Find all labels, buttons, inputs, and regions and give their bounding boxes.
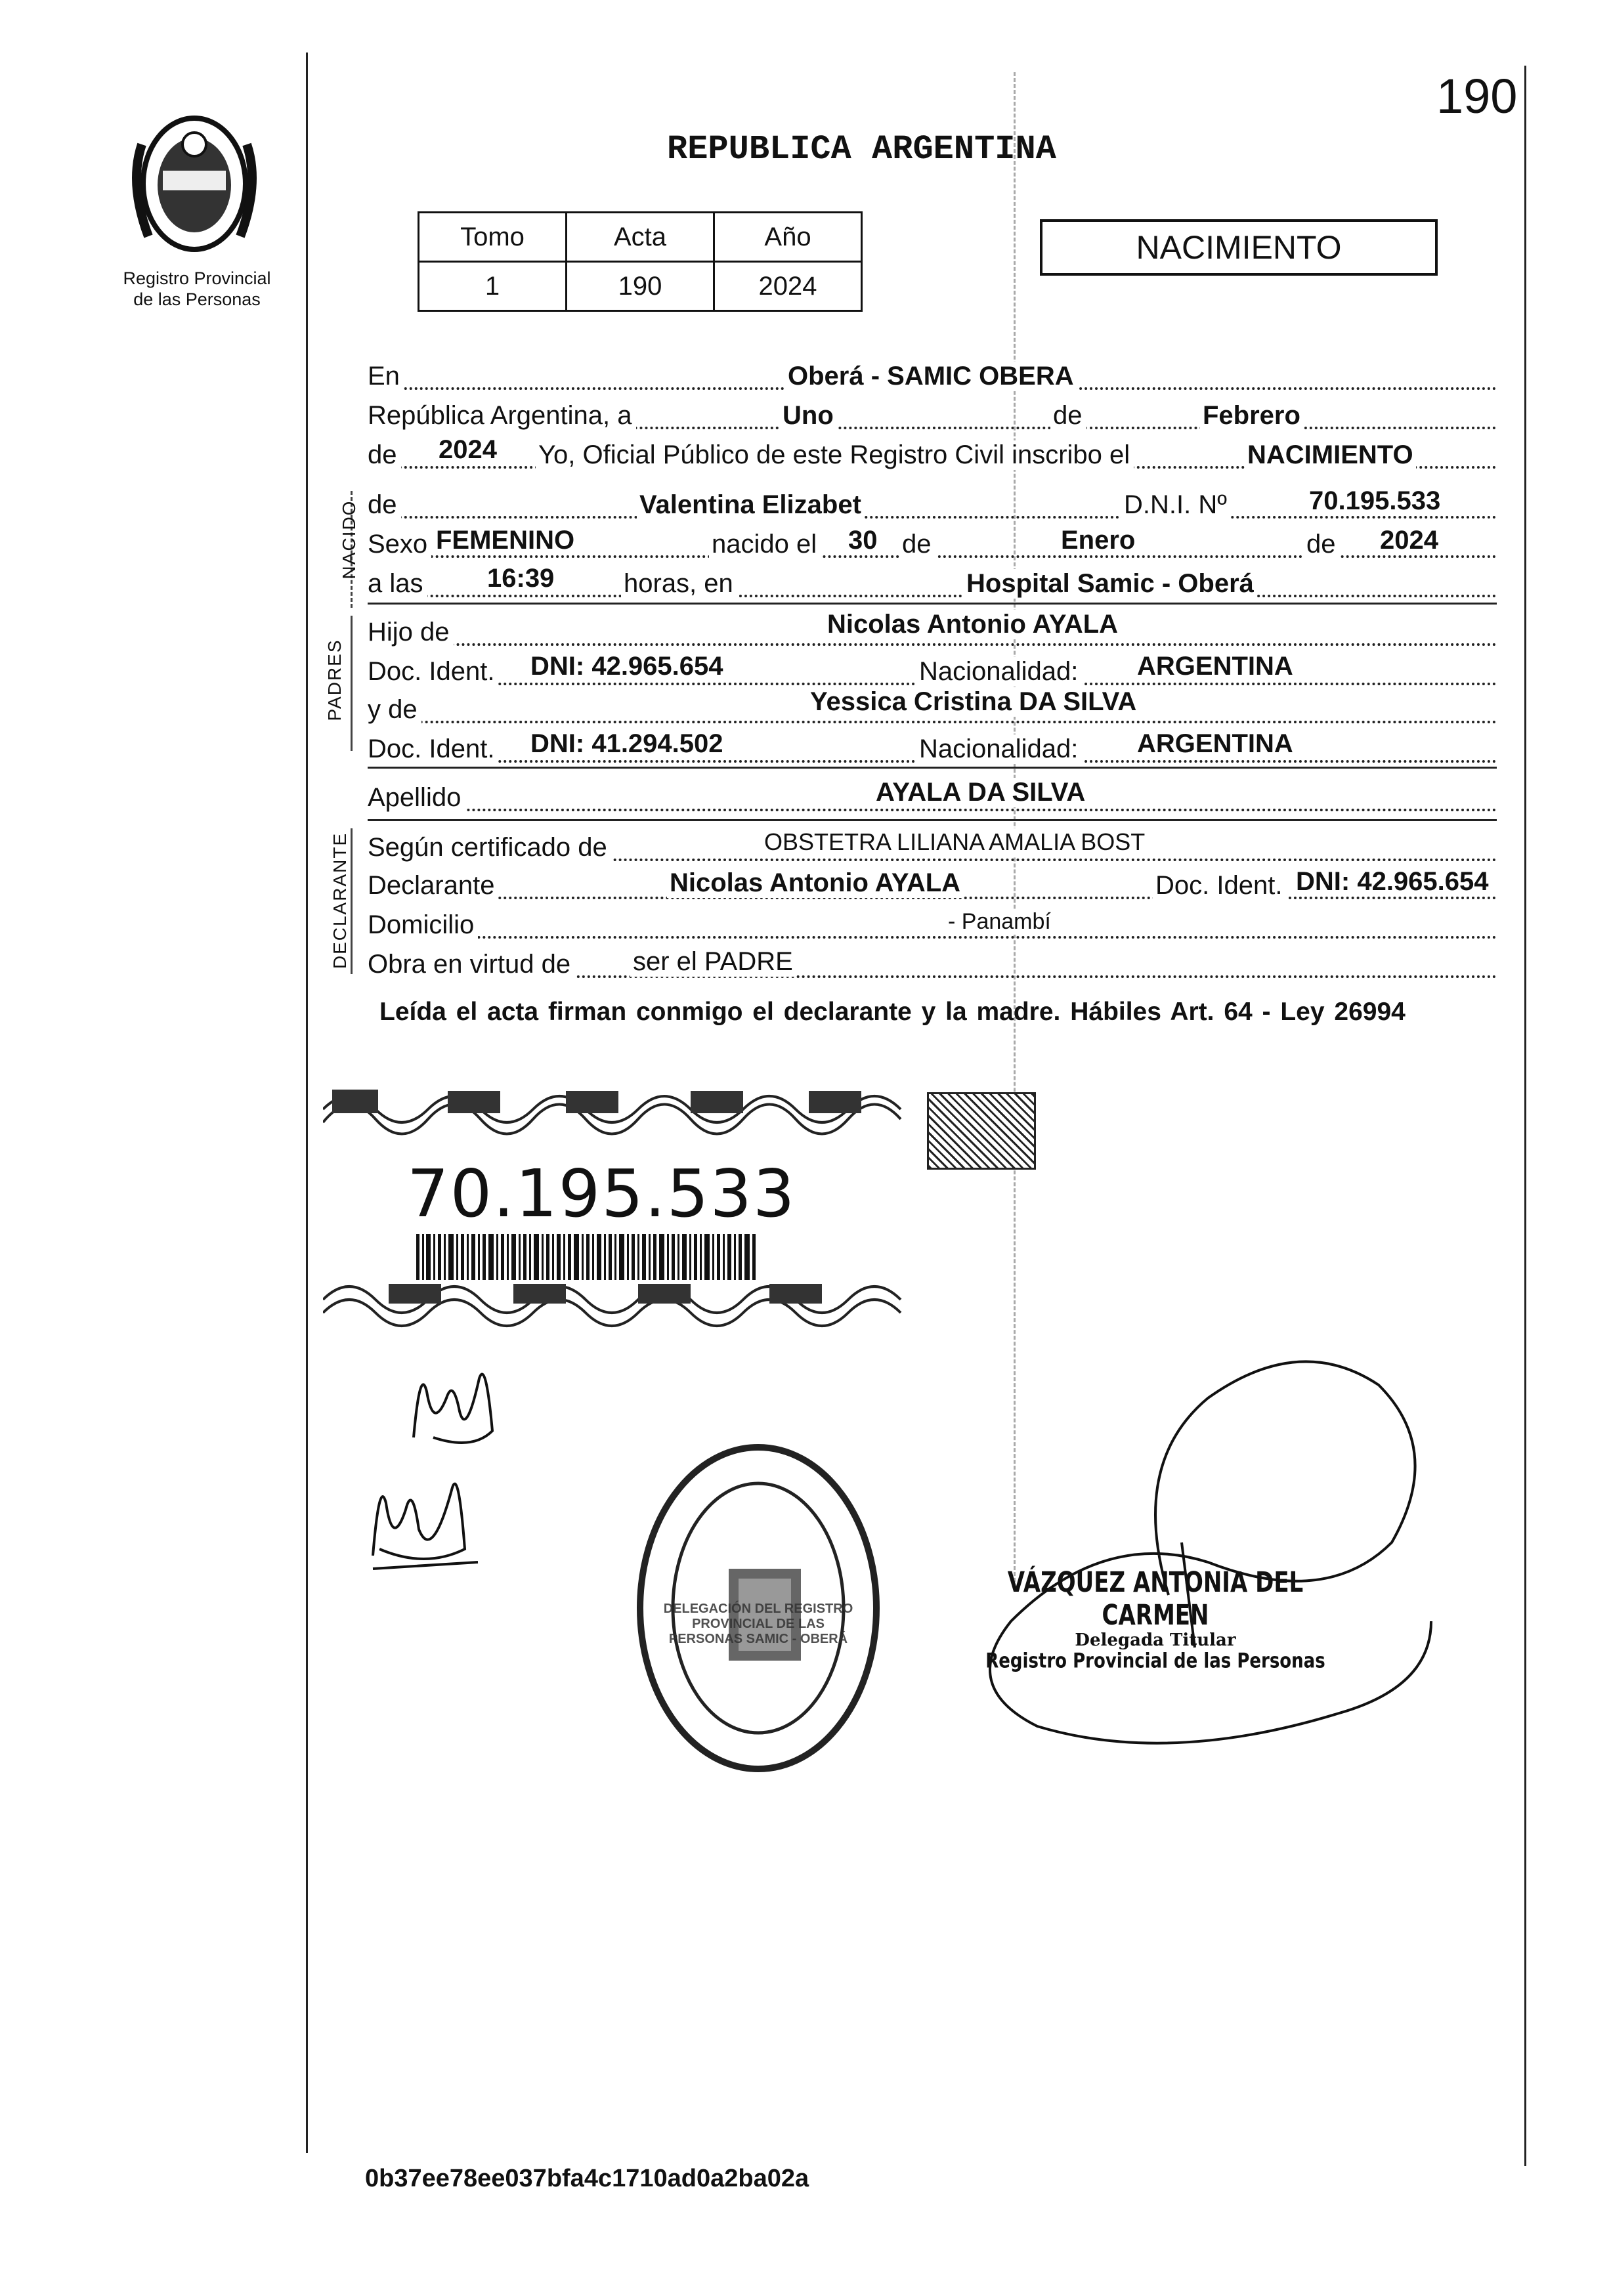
- table-header: Acta: [567, 213, 714, 262]
- dia-value: Uno: [780, 401, 836, 431]
- nombre-value: Valentina Elizabet: [637, 490, 864, 520]
- madre-value: Yessica Cristina DA SILVA: [807, 687, 1139, 717]
- official-name: VÁZQUEZ ANTONIA DEL CARMEN: [1007, 1566, 1304, 1632]
- page-number: 190: [1436, 69, 1518, 123]
- hora-value: 16:39: [484, 564, 557, 593]
- en-value: Oberá - SAMIC OBERA: [785, 362, 1077, 391]
- field-obra: [368, 945, 1497, 983]
- anio-value: 2024: [714, 262, 862, 311]
- dni-value: 70.195.533: [1306, 486, 1443, 516]
- country-title: REPUBLICA ARGENTINA: [667, 130, 1056, 169]
- reading-note: Leída el acta firman conmigo el declarante y la madre. Hábiles Art. 64 - Ley 26994: [379, 998, 1406, 1026]
- mes-value: Febrero: [1200, 401, 1303, 431]
- republica-label: República Argentina, a: [368, 401, 636, 431]
- field-madre-doc: [368, 730, 1497, 768]
- oficial-text: Yo, Oficial Público de este Registro Civil inscribo el: [536, 440, 1134, 470]
- signature-declarante: [394, 1352, 512, 1467]
- horas-en-label: horas, en: [621, 569, 737, 599]
- org-name: [85, 268, 309, 310]
- field-madre: [368, 687, 1497, 729]
- field-en: [368, 357, 1497, 395]
- declarante-label: DECLARANTE: [330, 832, 350, 969]
- field-apellido: [368, 778, 1497, 817]
- padre-doc-label: Doc. Ident.: [368, 657, 498, 687]
- acta-value: 190: [567, 262, 714, 311]
- table-header: Año: [714, 213, 862, 262]
- dni-label: D.N.I. Nº: [1121, 490, 1231, 520]
- nac-anio-value: 2024: [1377, 526, 1441, 555]
- field-domicilio: [368, 906, 1497, 944]
- declarante-field-label: Declarante: [368, 871, 498, 901]
- padres-bracket: [351, 616, 353, 751]
- province-logo: [116, 105, 273, 263]
- madre-nac-label: Nacionalidad:: [916, 734, 1082, 764]
- field-declarante: [368, 866, 1497, 904]
- nac-de-label: de: [899, 530, 935, 559]
- nac-mes-value: Enero: [1058, 526, 1138, 555]
- y-de-label: y de: [368, 695, 421, 725]
- decl-doc-value: DNI: 42.965.654: [1293, 867, 1492, 897]
- official-org: Registro Provincial de las Personas: [985, 1649, 1325, 1673]
- act-type-box: NACIMIENTO: [1040, 219, 1438, 276]
- obra-label: Obra en virtud de: [368, 950, 574, 979]
- padres-label: PADRES: [324, 639, 345, 721]
- segun-label: Según certificado de: [368, 833, 611, 862]
- field-sexo: [368, 525, 1497, 563]
- apellido-label: Apellido: [368, 783, 465, 813]
- inscribo-value: NACIMIENTO: [1245, 440, 1416, 470]
- segun-value: OBSTETRA LILIANA AMALIA BOST: [762, 828, 1148, 856]
- hologram-icon: [927, 1092, 1036, 1170]
- tomo-value: 1: [419, 262, 567, 311]
- nombre-label: de: [368, 490, 401, 520]
- signature-madre: [360, 1451, 491, 1585]
- decl-doc-label: Doc. Ident.: [1153, 871, 1286, 901]
- hijo-label: Hijo de: [368, 618, 454, 647]
- field-padre-doc: [368, 652, 1497, 691]
- madre-doc-label: Doc. Ident.: [368, 734, 498, 764]
- left-frame-line: [306, 53, 308, 2153]
- de-label: de: [1050, 401, 1086, 431]
- domicilio-value: - Panambí: [945, 909, 1054, 935]
- official-role: Delegada Titular: [1075, 1630, 1236, 1650]
- field-date: [368, 396, 1497, 435]
- document-hash: 0b37ee78ee037bfa4c1710ad0a2ba02a: [365, 2165, 809, 2192]
- seal-text: DELEGACIÓN DEL REGISTRO PROVINCIAL DE LAS PERSONAS SAMIC - OBERÁ: [663, 1602, 853, 1646]
- lugar-value: Hospital Samic - Oberá: [964, 569, 1257, 599]
- org-line-1: Registro Provincial: [123, 268, 271, 288]
- section-divider: [368, 819, 1497, 821]
- nacido-el-label: nacido el: [709, 530, 821, 559]
- signature-official: [972, 1346, 1471, 1756]
- org-line-2: de las Personas: [133, 289, 261, 309]
- padre-value: Nicolas Antonio AYALA: [825, 610, 1121, 639]
- apellido-value: AYALA DA SILVA: [873, 778, 1088, 807]
- padre-nac-value: ARGENTINA: [1134, 652, 1296, 681]
- declarante-bracket: [351, 828, 353, 974]
- madre-nac-value: ARGENTINA: [1134, 729, 1296, 759]
- field-padre: [368, 610, 1497, 651]
- barcode-icon: [416, 1234, 758, 1283]
- sexo-value: FEMENINO: [433, 526, 577, 555]
- madre-doc-value: DNI: 41.294.502: [528, 729, 726, 759]
- domicilio-label: Domicilio: [368, 910, 478, 940]
- obra-value: ser el PADRE: [630, 947, 796, 977]
- field-hora: [368, 564, 1497, 603]
- nac-dia-value: 30: [846, 526, 880, 555]
- section-divider: [368, 767, 1497, 769]
- official-stamp: [972, 1566, 1339, 1673]
- field-nombre: [368, 486, 1497, 524]
- field-year: [368, 436, 1497, 474]
- padre-nac-label: Nacionalidad:: [916, 657, 1082, 687]
- right-frame-line: [1524, 66, 1526, 2166]
- sexo-label: Sexo: [368, 530, 431, 559]
- table-header: Tomo: [419, 213, 567, 262]
- nac-de2-label: de: [1304, 530, 1340, 559]
- barcode-number: 70.195.533: [407, 1155, 796, 1232]
- field-segun: [368, 828, 1497, 866]
- anio-field-value: 2024: [436, 435, 500, 465]
- declarante-value: Nicolas Antonio AYALA: [667, 868, 963, 898]
- de2-label: de: [368, 440, 401, 470]
- padre-doc-value: DNI: 42.965.654: [528, 652, 726, 681]
- en-label: En: [368, 362, 404, 391]
- a-las-label: a las: [368, 569, 427, 599]
- registry-table: [418, 211, 863, 312]
- section-divider: [368, 603, 1497, 605]
- nacido-label: NACIDO: [339, 500, 359, 580]
